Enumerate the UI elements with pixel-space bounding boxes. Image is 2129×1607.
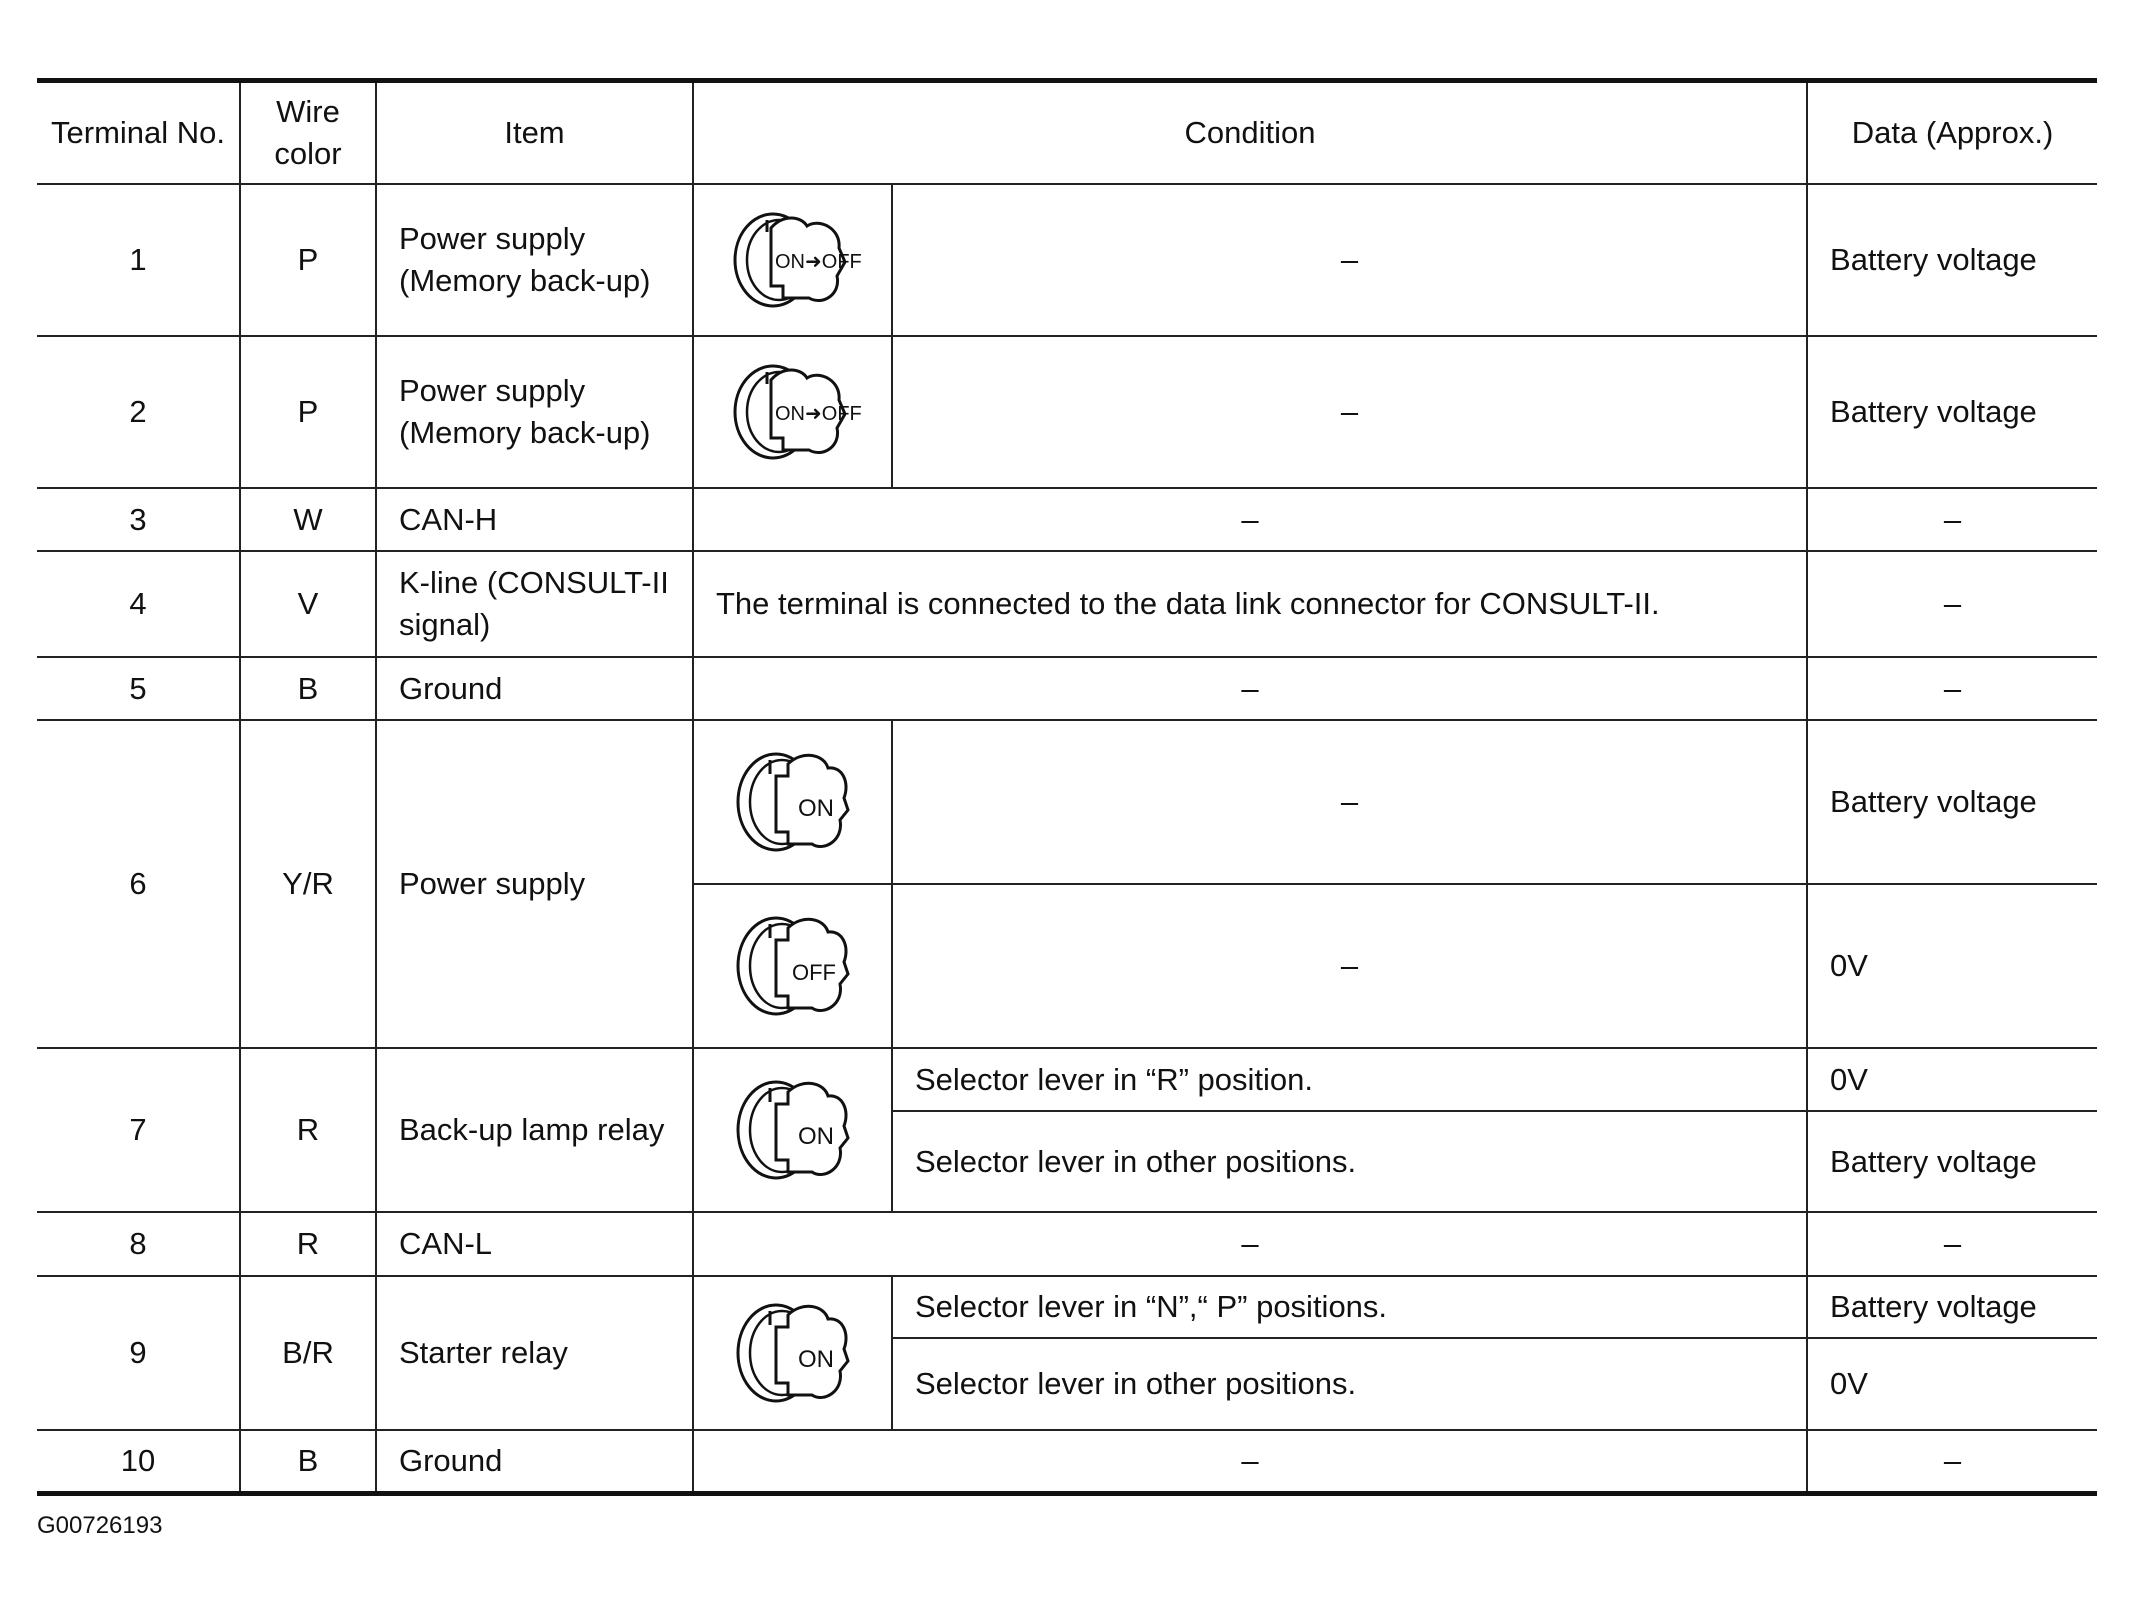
item: Power supply (Memory back-up) [376, 184, 693, 336]
table-row [37, 1048, 2097, 1111]
wire-color: B [240, 1430, 376, 1493]
ignition-on-icon [693, 720, 892, 884]
item: Starter relay [376, 1276, 693, 1430]
terminal-table [37, 78, 2097, 1496]
condition: Selector lever in other positions. [892, 1338, 1807, 1430]
wire-color: R [240, 1212, 376, 1276]
item: Back-up lamp relay [376, 1048, 693, 1212]
wire-color: B/R [240, 1276, 376, 1430]
header-row [37, 81, 2097, 185]
data-value: 0V [1807, 884, 2097, 1048]
item: CAN-H [376, 488, 693, 551]
terminal-no: 1 [37, 184, 240, 336]
data-value: – [1807, 657, 2097, 720]
table-row [37, 720, 2097, 884]
terminal-no: 5 [37, 657, 240, 720]
ignition-on-icon [693, 1048, 892, 1212]
condition: – [892, 336, 1807, 488]
wire-color: W [240, 488, 376, 551]
terminal-no: 4 [37, 551, 240, 657]
condition: – [693, 1430, 1807, 1493]
header-item: Item [376, 81, 693, 185]
svg-text:ON➜OFF: ON➜OFF [774, 251, 862, 273]
data-value: 0V [1807, 1048, 2097, 1111]
ignition-off-icon [693, 884, 892, 1048]
table-row [37, 1212, 2097, 1276]
wire-color: B [240, 657, 376, 720]
terminal-no: 6 [37, 720, 240, 1048]
terminal-no: 7 [37, 1048, 240, 1212]
terminal-table-wrapper [37, 78, 2097, 1496]
condition: – [892, 720, 1807, 884]
condition: – [693, 657, 1807, 720]
data-value: Battery voltage [1807, 1111, 2097, 1212]
item: Ground [376, 657, 693, 720]
table-row [37, 336, 2097, 488]
wire-color: R [240, 1048, 376, 1212]
condition: The terminal is connected to the data link connector for CONSULT-II. [693, 551, 1807, 657]
data-value: Battery voltage [1807, 720, 2097, 884]
header-condition: Condition [693, 81, 1807, 185]
table-row [37, 551, 2097, 657]
data-value: – [1807, 551, 2097, 657]
item: CAN-L [376, 1212, 693, 1276]
condition: Selector lever in other positions. [892, 1111, 1807, 1212]
condition: – [693, 488, 1807, 551]
header-wire-color: Wire color [240, 81, 376, 185]
item: K-line (CONSULT-II signal) [376, 551, 693, 657]
terminal-no: 3 [37, 488, 240, 551]
terminal-no: 8 [37, 1212, 240, 1276]
data-value: – [1807, 1212, 2097, 1276]
table-row [37, 1430, 2097, 1493]
data-value: Battery voltage [1807, 184, 2097, 336]
condition: – [892, 184, 1807, 336]
terminal-no: 2 [37, 336, 240, 488]
item: Power supply [376, 720, 693, 1048]
terminal-no: 10 [37, 1430, 240, 1493]
wire-color: P [240, 184, 376, 336]
condition: Selector lever in “R” position. [892, 1048, 1807, 1111]
data-value: – [1807, 1430, 2097, 1493]
header-data: Data (Approx.) [1807, 81, 2097, 185]
table-row [37, 657, 2097, 720]
svg-text:ON➜OFF: ON➜OFF [774, 403, 862, 425]
wire-color: P [240, 336, 376, 488]
data-value: – [1807, 488, 2097, 551]
wire-color: Y/R [240, 720, 376, 1048]
wire-color: V [240, 551, 376, 657]
header-terminal-no: Terminal No. [37, 81, 240, 185]
data-value: Battery voltage [1807, 1276, 2097, 1338]
svg-text:ON: ON [797, 795, 834, 822]
data-value: 0V [1807, 1338, 2097, 1430]
table-row [37, 184, 2097, 336]
svg-text:ON: ON [797, 1346, 834, 1373]
figure-code: G00726193 [37, 1512, 163, 1539]
condition: Selector lever in “N”,“ P” positions. [892, 1276, 1807, 1338]
item: Power supply (Memory back-up) [376, 336, 693, 488]
table-row [37, 1276, 2097, 1338]
data-value: Battery voltage [1807, 336, 2097, 488]
svg-text:ON: ON [797, 1123, 834, 1150]
table-row [37, 488, 2097, 551]
item: Ground [376, 1430, 693, 1493]
ignition-on-icon [693, 1276, 892, 1430]
terminal-no: 9 [37, 1276, 240, 1430]
ignition-on-off-icon [693, 184, 892, 336]
ignition-on-off-icon [693, 336, 892, 488]
svg-text:OFF: OFF [791, 960, 836, 985]
condition: – [693, 1212, 1807, 1276]
condition: – [892, 884, 1807, 1048]
